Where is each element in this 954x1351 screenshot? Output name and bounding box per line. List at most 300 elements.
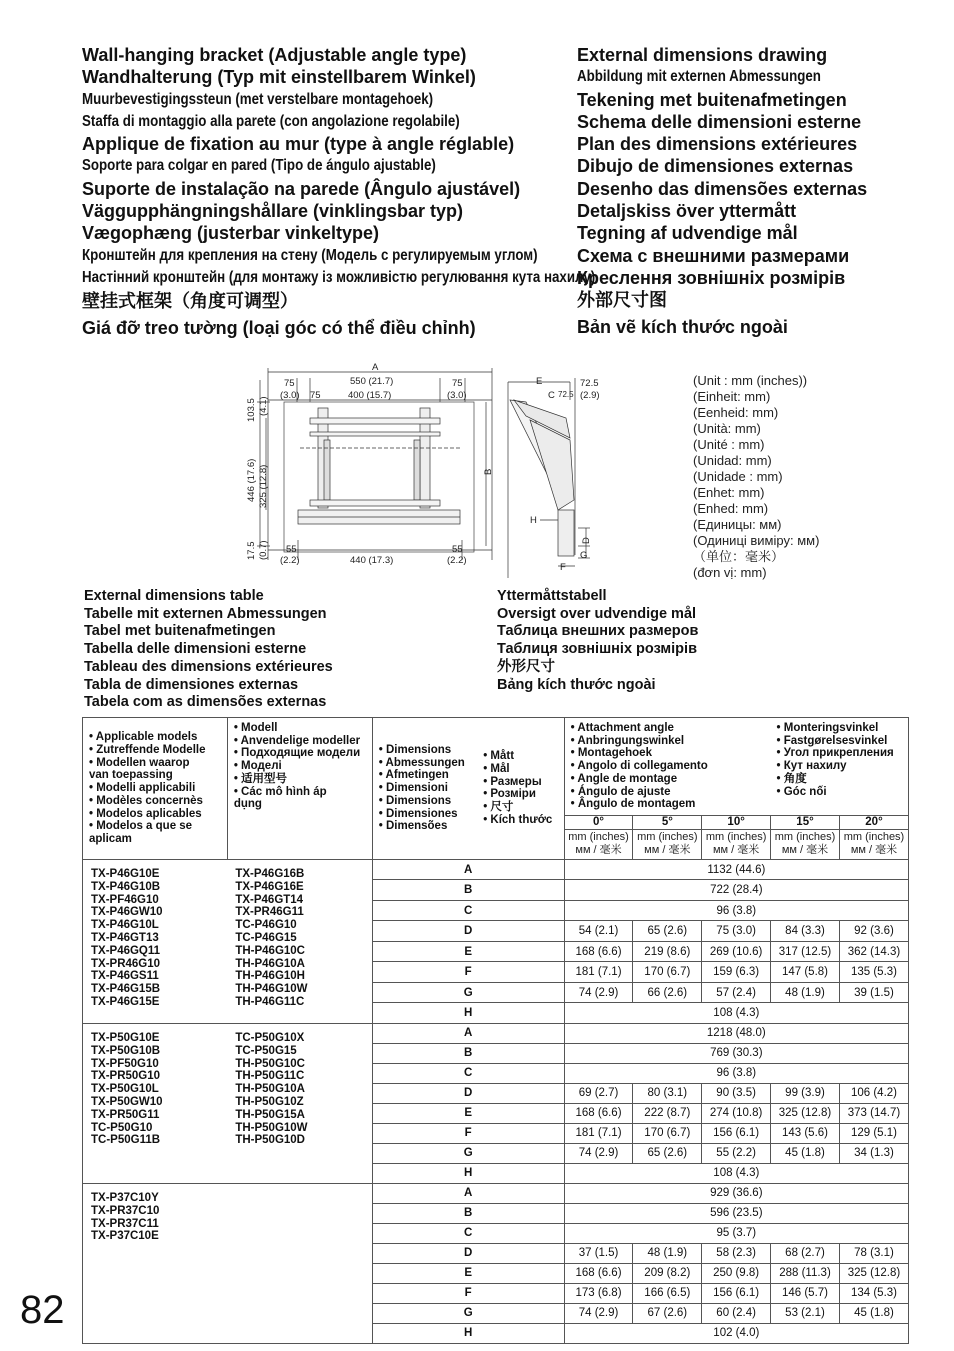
dimension-value: 168 (6.6)	[564, 941, 633, 962]
dim-b-label: B	[483, 468, 494, 475]
dimension-value: 69 (2.7)	[564, 1083, 633, 1103]
dim-b-mid: 440 (17.3)	[350, 555, 394, 566]
header-matt	[477, 718, 564, 860]
dimension-value: 156 (6.1)	[702, 1283, 771, 1303]
text-line: (Unidade : mm)	[693, 469, 783, 484]
model-list-line: TX-P50G10E	[91, 1031, 160, 1044]
dim-a-left-in: (3.0)	[280, 390, 300, 401]
unit-cell	[839, 829, 908, 859]
model-list-line: TX-P46GQ11	[91, 944, 161, 957]
table-titles-left	[84, 588, 333, 712]
header-monteringsvinkel-line: • Góc nối	[776, 785, 827, 798]
dimension-value: 929 (36.6)	[564, 1183, 908, 1203]
model-list-line: TX-P50G10L	[91, 1083, 159, 1096]
dimension-value: 95 (3.7)	[564, 1223, 908, 1243]
dimension-value: 75 (3.0)	[702, 921, 771, 942]
model-list-line: TH-P46G10H	[235, 970, 305, 983]
dimension-value: 106 (4.2)	[839, 1083, 908, 1103]
left-heading-line: Väggupphängningshållare (vinklingsbar typ)	[82, 201, 464, 222]
header-models-line: • Anvendelige modeller	[233, 734, 361, 747]
angle-cell: 0°	[564, 815, 633, 829]
unit-line-2: мм / 毫米	[575, 844, 622, 857]
dimension-label: D	[372, 921, 564, 942]
angle-cell: 20°	[839, 815, 908, 829]
dimension-value: 147 (5.8)	[771, 962, 840, 983]
text-line: Bảng kích thước ngoài	[497, 676, 656, 693]
dimension-value: 58 (2.3)	[702, 1243, 771, 1263]
unit-line-1: mm (inches)	[568, 831, 629, 844]
unit-line-1: mm (inches)	[637, 831, 698, 844]
header-applicable-models-line: • Zutreffende Modelle	[89, 744, 206, 756]
dimension-value: 96 (3.8)	[564, 900, 908, 921]
model-list-line: TX-P46G15B	[91, 983, 161, 996]
dimension-label: F	[372, 1283, 564, 1303]
dimension-value: 362 (14.3)	[839, 941, 908, 962]
right-heading-line: 外部尺寸图	[577, 290, 667, 311]
text-line: Tabelle mit externen Abmessungen	[84, 605, 327, 622]
header-dimensions-line: • Dimensioni	[378, 782, 448, 795]
dimension-value: 325 (12.8)	[771, 1103, 840, 1123]
right-headings	[577, 44, 937, 338]
side-d-label: D	[581, 537, 592, 544]
model-list-line: TX-PF50G10	[91, 1057, 159, 1070]
dimension-value: 181 (7.1)	[564, 1123, 633, 1143]
left-heading-line: Soporte para colgar en pared (Tipo de ángulo ajustable)	[82, 157, 436, 175]
header-attachment-angle-line: • Anbringungswinkel	[570, 734, 685, 747]
model-list-line: TX-P46GT13	[91, 931, 159, 944]
dim-a-mid-left: 75	[310, 390, 321, 401]
model-list-line: TC-P50G11B	[91, 1134, 161, 1147]
dimension-value: 146 (5.7)	[771, 1283, 840, 1303]
header-attachment-angle-line: • Ângulo de montagem	[570, 798, 696, 811]
header-dimensions-line: • Abmessungen	[378, 756, 465, 769]
text-line: (Unidad: mm)	[693, 453, 772, 468]
dim-v-top-in: (4.1)	[258, 396, 269, 416]
dimension-label: G	[372, 1143, 564, 1163]
header-models-line: • Подходящие модели	[233, 747, 361, 760]
dimension-value: 269 (10.6)	[702, 941, 771, 962]
model-list-line: TX-P37C10E	[91, 1230, 159, 1243]
header-dimensions-line: • Dimensions	[378, 744, 452, 756]
model-list	[83, 859, 228, 1023]
model-list-line: TX-P46GS11	[91, 970, 159, 983]
left-heading-line: Wandhalterung (Typ mit einstellbarem Winkel)	[82, 67, 476, 88]
text-line: External dimensions table	[84, 588, 264, 604]
dimension-value: 222 (8.7)	[633, 1103, 702, 1123]
model-list-line: TX-P46G16B	[235, 867, 305, 880]
dim-b-right: 55	[452, 544, 463, 555]
side-g-label: G	[580, 550, 588, 561]
text-line: 外形尺寸	[497, 658, 555, 675]
model-list-line: TX-PR37C11	[91, 1217, 159, 1230]
dimension-label: B	[372, 880, 564, 901]
dimension-value: 53 (2.1)	[771, 1303, 840, 1323]
header-models-line: dụng	[233, 798, 262, 811]
header-models	[227, 718, 372, 860]
model-list-line: TC-P50G10	[91, 1121, 153, 1134]
text-line: (Eenheid: mm)	[693, 405, 779, 420]
model-list-line: TH-P46G10A	[235, 957, 305, 970]
model-list	[227, 1183, 372, 1343]
left-heading-line: Настінний кронштейн (для монтажу із можливістю регулювання кута нахилу)	[82, 268, 596, 286]
side-c-value: 72.5	[558, 390, 574, 399]
dimension-value: 1132 (44.6)	[564, 859, 908, 880]
dim-b-right-in: (2.2)	[447, 555, 467, 566]
header-applicable-models	[83, 718, 228, 860]
right-heading-line: Tekening met buitenafmetingen	[577, 89, 847, 110]
model-list-line: TX-P46G16E	[235, 880, 304, 893]
angle-cell: 15°	[771, 815, 840, 829]
dimensions-drawing	[240, 360, 620, 582]
dimension-value: 68 (2.7)	[771, 1243, 840, 1263]
model-list-line: TH-P50G10W	[235, 1121, 308, 1134]
unit-line-1: mm (inches)	[774, 831, 836, 844]
header-applicable-models-line: van toepassing	[89, 769, 173, 782]
text-line: (Единицы: мм)	[693, 517, 782, 532]
dimension-label: C	[372, 1223, 564, 1243]
side-c-label: C	[548, 390, 555, 401]
dimension-value: 168 (6.6)	[564, 1263, 633, 1283]
dim-v-bot: 17.5	[246, 541, 257, 560]
model-list-line: TC-P50G10X	[235, 1031, 305, 1044]
header-dimensions	[372, 718, 477, 860]
left-headings	[82, 44, 596, 339]
header-attachment-angle	[564, 718, 770, 816]
dimension-label: E	[372, 1103, 564, 1123]
model-list	[227, 1023, 372, 1183]
dimension-label: E	[372, 941, 564, 962]
dimension-value: 250 (9.8)	[702, 1263, 771, 1283]
model-list-line: TX-PR46G11	[235, 906, 304, 919]
dimension-value: 1218 (48.0)	[564, 1023, 908, 1043]
text-line: (Enhet: mm)	[693, 485, 765, 500]
dimension-label: D	[372, 1243, 564, 1263]
left-heading-line: Vægophæng (justerbar vinkeltype)	[82, 223, 380, 244]
side-f-label: F	[560, 562, 566, 573]
header-monteringsvinkel-line: • Кут нахилу	[776, 760, 847, 773]
dimension-value: 54 (2.1)	[564, 921, 633, 942]
table-row	[83, 1183, 909, 1203]
unit-line-2: мм / 毫米	[850, 844, 898, 857]
dimension-label: B	[372, 1043, 564, 1063]
text-line: (Unit : mm (inches))	[693, 373, 808, 388]
header-attachment-angle-line: • Montagehoek	[570, 747, 652, 760]
header-models-line: • Modell	[233, 722, 278, 734]
dimension-value: 45 (1.8)	[771, 1143, 840, 1163]
model-list-line: TX-PR50G11	[91, 1108, 160, 1121]
header-applicable-models-line: • Modèles concernès	[89, 794, 203, 807]
text-line: Tabela com as dimensões externas	[84, 694, 327, 711]
header-attachment-angle-line: • Angolo di collegamento	[570, 760, 708, 773]
dim-v-bot-in: (0.7)	[258, 540, 269, 560]
dim-a-right: 75	[452, 378, 463, 389]
model-list-line: TC-P46G10	[235, 919, 297, 932]
dimension-value: 373 (14.7)	[839, 1103, 908, 1123]
model-list-line: TH-P46G10W	[235, 983, 308, 996]
unit-cell	[771, 829, 840, 859]
right-heading-line: Desenho das dimensões externas	[577, 178, 868, 199]
header-matt-line: • 尺寸	[483, 801, 514, 814]
header-dimensions-line: • Dimensões	[378, 820, 448, 833]
side-e-label: E	[536, 376, 543, 387]
text-line: （单位：毫米）	[693, 549, 785, 564]
dimension-label: D	[372, 1083, 564, 1103]
model-list-line: TX-P46G10B	[91, 880, 161, 893]
dimension-value: 74 (2.9)	[564, 1303, 633, 1323]
units-list	[693, 373, 819, 581]
model-list-line: TX-P46G15E	[91, 995, 160, 1008]
text-line: Tabla de dimensiones externas	[84, 676, 299, 693]
dimension-value: 80 (3.1)	[633, 1083, 702, 1103]
dimension-value: 769 (30.3)	[564, 1043, 908, 1063]
text-line: Tabella delle dimensioni esterne	[84, 641, 307, 658]
model-list-line: TX-PR50G10	[91, 1070, 161, 1083]
model-list-line: TX-P46GW10	[91, 906, 163, 919]
dimension-value: 135 (5.3)	[839, 962, 908, 983]
dimension-value: 129 (5.1)	[839, 1123, 908, 1143]
model-list-line: TX-P46G10L	[91, 919, 159, 932]
side-top-in: (2.9)	[580, 390, 600, 401]
right-heading-line: External dimensions drawing	[577, 45, 828, 65]
model-list-line: TH-P50G10C	[235, 1057, 305, 1070]
left-heading-line: Giá đỡ treo tường (loại góc có thể điều chỉnh)	[82, 317, 476, 338]
dimension-value: 108 (4.3)	[564, 1163, 908, 1183]
dim-a-left: 75	[284, 378, 295, 389]
dimension-label: F	[372, 962, 564, 983]
right-heading-line: Dibujo de dimensiones externas	[577, 156, 854, 177]
side-h-label: H	[530, 515, 537, 526]
model-list	[83, 1023, 228, 1183]
model-list-line: TH-P46G11C	[235, 995, 305, 1008]
dimension-value: 219 (8.6)	[633, 941, 702, 962]
model-list-line: TH-P50G15A	[235, 1108, 305, 1121]
right-heading-line: Креслення зовнішніх розмірів	[577, 267, 846, 288]
header-applicable-models-line: • Modelli applicabili	[89, 782, 196, 795]
dimension-value: 45 (1.8)	[839, 1303, 908, 1323]
header-matt-line: • Размеры	[483, 775, 542, 788]
dim-v-mid: 325 (12.8)	[258, 464, 269, 508]
dimension-value: 60 (2.4)	[702, 1303, 771, 1323]
dimension-value: 181 (7.1)	[564, 962, 633, 983]
model-list-line: TH-P46G10C	[235, 944, 305, 957]
dimension-label: H	[372, 1003, 564, 1024]
left-heading-line: Staffa di montaggio alla parete (con angolazione regolabile)	[82, 112, 460, 130]
model-list-line: TX-P50GW10	[91, 1095, 163, 1108]
angle-cell: 5°	[633, 815, 702, 829]
header-applicable-models-line: • Modellen waarop	[89, 756, 190, 769]
model-list	[83, 1183, 228, 1343]
right-heading-line: Abbildung mit externen Abmessungen	[577, 68, 821, 86]
header-applicable-models-line: • Modelos aplicables	[89, 807, 202, 820]
text-line: Oversigt over udvendige mål	[497, 605, 697, 622]
header-matt-line: • Kích thước	[483, 813, 553, 826]
header-dimensions-line: • Dimensiones	[378, 807, 458, 820]
header-models-line: • 适用型号	[233, 772, 288, 785]
page-number: 82	[20, 1288, 65, 1332]
dimension-value: 134 (5.3)	[839, 1283, 908, 1303]
right-heading-line: Схема с внешними размерами	[577, 245, 850, 266]
header-attachment-angle-line: • Angle de montage	[570, 772, 678, 785]
dim-a-right-in: (3.0)	[447, 390, 467, 401]
dimension-value: 288 (11.3)	[771, 1263, 840, 1283]
dimension-value: 37 (1.5)	[564, 1243, 633, 1263]
left-heading-line: Muurbevestigingssteun (met verstelbare montagehoek)	[82, 90, 434, 108]
dimension-value: 596 (23.5)	[564, 1203, 908, 1223]
dimension-label: C	[372, 1063, 564, 1083]
dimension-label: G	[372, 982, 564, 1003]
header-dimensions-line: • Afmetingen	[378, 769, 449, 782]
model-list-line: TH-P50G10A	[235, 1083, 305, 1096]
header-applicable-models-line: • Modelos a que se	[89, 820, 193, 833]
unit-line-2: мм / 毫米	[644, 844, 691, 857]
dimension-value: 170 (6.7)	[633, 1123, 702, 1143]
dimension-value: 39 (1.5)	[839, 982, 908, 1003]
dimension-value: 90 (3.5)	[702, 1083, 771, 1103]
dimension-value: 99 (3.9)	[771, 1083, 840, 1103]
dimension-value: 317 (12.5)	[771, 941, 840, 962]
left-heading-line: Wall-hanging bracket (Adjustable angle type)	[82, 45, 467, 65]
header-monteringsvinkel-line: • Угол прикрепления	[776, 747, 894, 760]
left-heading-line: Кронштейн для крепления на стену (Модель с регулируемым углом)	[82, 246, 538, 264]
right-heading-line: Schema delle dimensioni esterne	[577, 111, 862, 132]
text-line: (đơn vị: mm)	[693, 565, 767, 580]
dimension-value: 722 (28.4)	[564, 880, 908, 901]
dimension-value: 67 (2.6)	[633, 1303, 702, 1323]
dimension-value: 48 (1.9)	[771, 982, 840, 1003]
dimension-label: A	[372, 1023, 564, 1043]
dimension-label: H	[372, 1163, 564, 1183]
dimension-value: 34 (1.3)	[839, 1143, 908, 1163]
header-models-line: • Các mô hình áp	[233, 785, 327, 798]
model-list-line: TX-P50G10B	[91, 1044, 161, 1057]
unit-cell	[702, 829, 771, 859]
dimension-value: 159 (6.3)	[702, 962, 771, 983]
right-heading-line: Detaljskiss över yttermått	[577, 201, 797, 222]
dimension-value: 274 (10.8)	[702, 1103, 771, 1123]
header-attachment-angle-line: • Ángulo de ajuste	[570, 785, 671, 798]
text-line: (Enhed: mm)	[693, 501, 769, 516]
dimension-value: 92 (3.6)	[839, 921, 908, 942]
unit-line-1: mm (inches)	[843, 831, 905, 844]
unit-line-2: мм / 毫米	[712, 844, 760, 857]
model-list-line: TX-P37C10Y	[91, 1191, 159, 1204]
dimensions-table	[82, 717, 909, 1344]
dimension-value: 57 (2.4)	[702, 982, 771, 1003]
unit-line-1: mm (inches)	[705, 831, 767, 844]
left-heading-line: Suporte de instalação na parede (Ângulo ajustável)	[82, 178, 521, 199]
right-heading-line: Plan des dimensions extérieures	[577, 134, 858, 155]
angle-cell: 10°	[702, 815, 771, 829]
header-applicable-models-line: • Applicable models	[89, 731, 198, 744]
header-matt-line: • Mål	[483, 763, 510, 776]
right-heading-line: Tegning af udvendige mål	[577, 223, 798, 244]
dim-a-label: A	[372, 362, 379, 373]
unit-cell	[564, 829, 633, 859]
dimension-value: 74 (2.9)	[564, 1143, 633, 1163]
side-top-value: 72.5	[580, 378, 599, 389]
dimension-label: F	[372, 1123, 564, 1143]
dimension-value: 173 (6.8)	[564, 1283, 633, 1303]
dimension-value: 84 (3.3)	[771, 921, 840, 942]
text-line: Yttermåttstabell	[497, 588, 607, 604]
dimension-value: 108 (4.3)	[564, 1003, 908, 1024]
model-list-line: TX-PR37C10	[91, 1204, 160, 1217]
model-list-line: TH-P50G11C	[235, 1070, 305, 1083]
dim-b-left-in: (2.2)	[280, 555, 300, 566]
table-row	[83, 1023, 909, 1043]
right-heading-line: Bản vẽ kích thước ngoài	[577, 316, 788, 337]
left-heading-line: Applique de fixation au mur (type à angle réglable)	[82, 134, 515, 155]
dimension-value: 156 (6.1)	[702, 1123, 771, 1143]
model-list-line: TH-P50G10D	[235, 1134, 305, 1147]
dim-b-left: 55	[286, 544, 297, 555]
model-list-line: TX-PF46G10	[91, 893, 159, 906]
unit-cell	[633, 829, 702, 859]
dimension-value: 143 (5.6)	[771, 1123, 840, 1143]
dim-a-total: 550 (21.7)	[350, 376, 394, 387]
header-attachment-angle-line: • Attachment angle	[570, 722, 674, 734]
header-models-line: • Моделі	[233, 760, 282, 773]
unit-line-2: мм / 毫米	[781, 844, 829, 857]
text-line: (Unité : mm)	[693, 437, 765, 452]
dimension-label: A	[372, 859, 564, 880]
dimension-label: G	[372, 1303, 564, 1323]
text-line: Таблиця зовнішніх розмірів	[497, 641, 697, 658]
dim-v-top: 103.5	[246, 398, 257, 422]
header-applicable-models-line: aplicam	[89, 832, 132, 845]
dimension-value: 78 (3.1)	[839, 1243, 908, 1263]
dimension-value: 74 (2.9)	[564, 982, 633, 1003]
header-dimensions-line: • Dimensions	[378, 794, 452, 807]
text-line: Tableau des dimensions extérieures	[84, 658, 333, 675]
left-heading-line: 壁挂式框架（角度可调型）	[82, 291, 298, 312]
text-line: Таблица внешних размеров	[497, 623, 699, 640]
model-list-line: TC-P46G15	[235, 931, 297, 944]
text-line: (Einheit: mm)	[693, 389, 771, 404]
text-line: (Одиниці виміру: мм)	[693, 533, 820, 548]
dim-a-mid: 400 (15.7)	[348, 390, 392, 401]
dimension-label: B	[372, 1203, 564, 1223]
header-matt-line: • Розміри	[483, 788, 536, 801]
header-monteringsvinkel-line: • 角度	[776, 772, 807, 785]
text-line: Tabel met buitenafmetingen	[84, 623, 276, 640]
header-monteringsvinkel-line: • Monteringsvinkel	[776, 722, 879, 734]
dimension-label: H	[372, 1323, 564, 1343]
dimension-label: A	[372, 1183, 564, 1203]
dimension-value: 96 (3.8)	[564, 1063, 908, 1083]
dimension-value: 170 (6.7)	[633, 962, 702, 983]
text-line: (Unità: mm)	[693, 421, 761, 436]
dimension-value: 209 (8.2)	[633, 1263, 702, 1283]
model-list-line: TX-P46GT14	[235, 893, 304, 906]
model-list-line: TC-P50G15	[235, 1044, 297, 1057]
dimension-value: 65 (2.6)	[633, 1143, 702, 1163]
model-list	[227, 859, 372, 1023]
dimension-value: 166 (6.5)	[633, 1283, 702, 1303]
dimension-label: E	[372, 1263, 564, 1283]
dim-v-total: 446 (17.6)	[246, 458, 257, 502]
dimension-value: 325 (12.8)	[839, 1263, 908, 1283]
model-list-line: TX-P46G10E	[91, 867, 160, 880]
dimension-value: 66 (2.6)	[633, 982, 702, 1003]
dimension-label: C	[372, 900, 564, 921]
model-list-line: TH-P50G10Z	[235, 1095, 304, 1108]
header-row	[83, 718, 909, 816]
dimension-value: 65 (2.6)	[633, 921, 702, 942]
model-list-line: TX-PR46G10	[91, 957, 161, 970]
header-matt-line: • Mått	[483, 750, 515, 763]
header-monteringsvinkel-line: • Fastgørelsesvinkel	[776, 734, 888, 747]
